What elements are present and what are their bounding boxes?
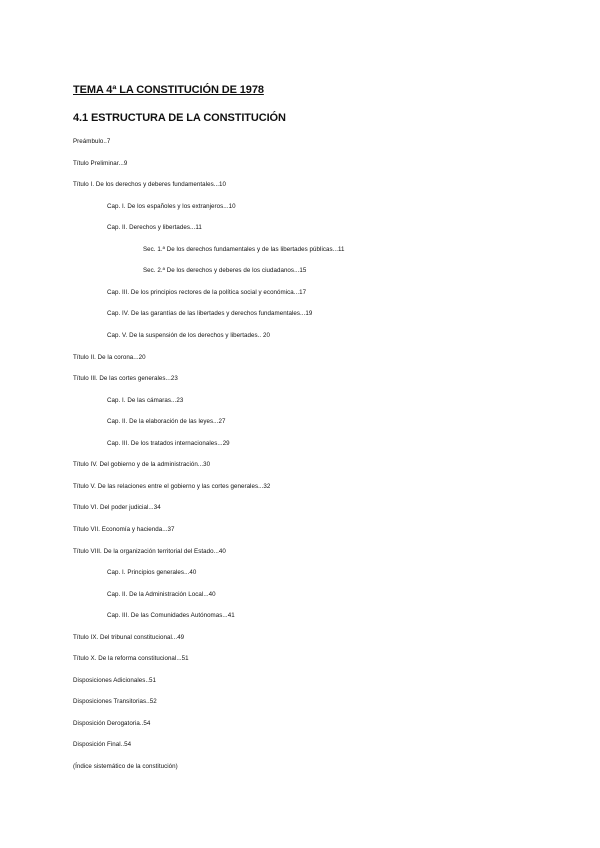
toc-entry: Sec. 1.ª De los derechos fundamentales y de las libertades públicas...11 [143, 245, 345, 253]
toc-entry: Cap. III. De las Comunidades Autónomas...41 [107, 612, 235, 620]
toc-entry: Título III. De las cortes generales...23 [73, 375, 178, 383]
toc-entry: Título V. De las relaciones entre el gobierno y las cortes generales...32 [73, 482, 271, 490]
toc-entry: Cap. II. Derechos y libertades...11 [107, 224, 202, 232]
toc-entry: Cap. V. De la suspensión de los derechos y libertades.. 20 [107, 332, 270, 339]
toc-entry: Disposición Derogatoria..54 [73, 719, 151, 727]
toc-entry: Cap. II. De la elaboración de las leyes...27 [107, 418, 226, 426]
toc-entry: Cap. III. De los principios rectores de la política social y económica...17 [107, 288, 307, 296]
toc-entry: Sec. 2.ª De los derechos y deberes de los ciudadanos...15 [143, 267, 307, 275]
toc-entry: Título VII. Economía y hacienda...37 [73, 525, 175, 533]
toc-entry: Cap. IV. De las garantías de las libertades y derechos fundamentales...19 [107, 310, 313, 318]
toc-entry: Cap. I. De las cámaras...23 [107, 396, 184, 404]
toc-entry: Disposiciones Adicionales..51 [73, 676, 156, 684]
toc-entry: Título IV. Del gobierno y de la administración...30 [73, 461, 211, 469]
toc-entry: Disposiciones Transitorias..52 [73, 698, 157, 706]
toc-entry: Título II. De la corona...20 [73, 353, 146, 361]
toc-entry: Cap. I. Principios generales...40 [107, 569, 197, 576]
toc-entry: Título VIII. De la organización territorial del Estado...40 [73, 547, 226, 555]
toc-entry: Título Preliminar...9 [73, 159, 128, 167]
toc-entry: Título IX. Del tribunal constitucional...49 [73, 633, 185, 641]
toc-entry: Cap. II. De la Administración Local...40 [107, 590, 216, 598]
toc-entry: Cap. I. De los españoles y los extranjeros...10 [107, 202, 236, 210]
toc-entry: Título X. De la reforma constitucional...51 [73, 655, 189, 663]
toc-entry: Cap. III. De los tratados internacionales...29 [107, 439, 230, 447]
section-heading: 4.1 ESTRUCTURA DE LA CONSTITUCIÓN [73, 112, 286, 124]
toc-entry: (Índice sistemático de la constitución) [73, 763, 178, 770]
page-title: TEMA 4ª LA CONSTITUCIÓN DE 1978 [73, 84, 264, 96]
toc-entry: Preámbulo..7 [73, 138, 111, 145]
toc-entry: Título VI. Del poder judicial...34 [73, 504, 161, 512]
toc-entry: Disposición Final..54 [73, 741, 132, 749]
toc-entry: Título I. De los derechos y deberes fundamentales...10 [73, 181, 227, 189]
